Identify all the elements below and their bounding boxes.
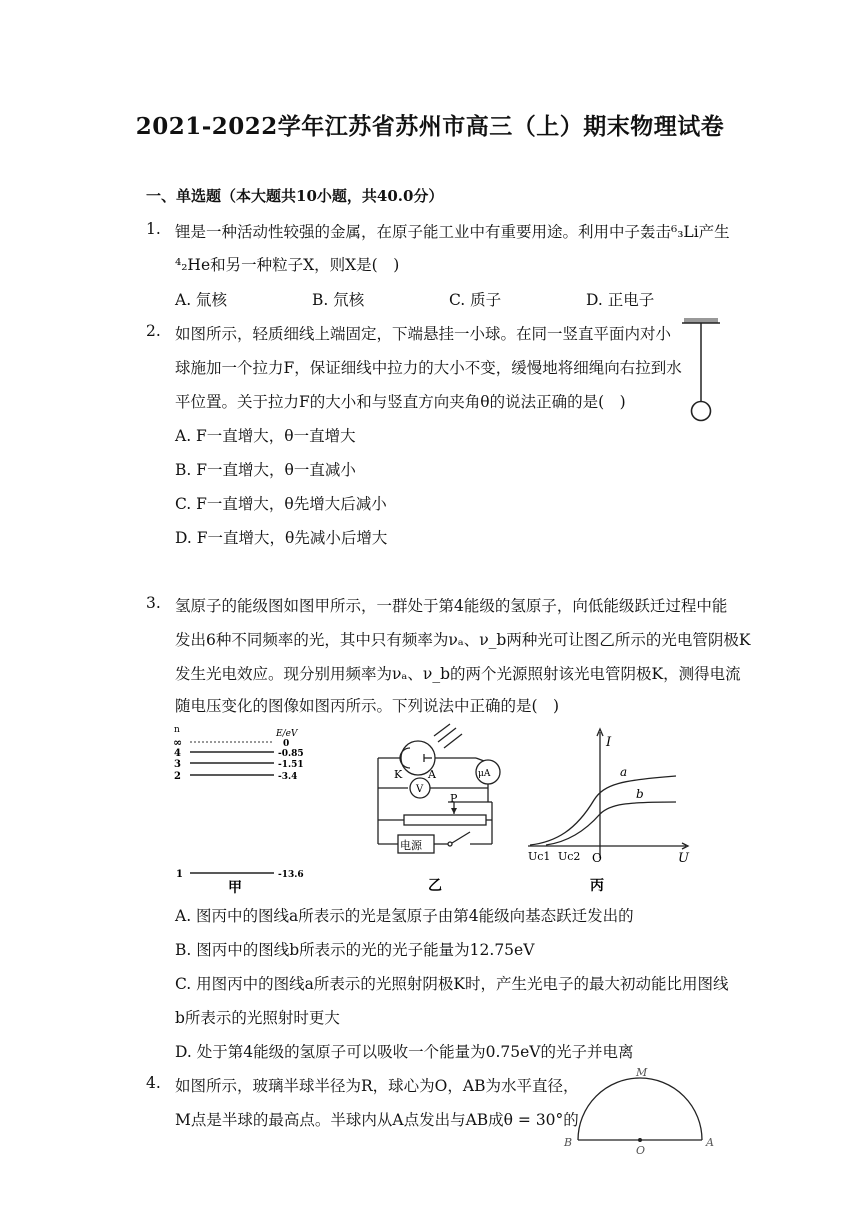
q3-text-line: 氢原子的能级图如图甲所示，一群处于第4能级的氢原子，向低能级跃迁过程中能 — [175, 597, 728, 615]
level-n-label: 4 — [174, 748, 181, 759]
level-energy-label: -3.4 — [278, 772, 298, 782]
q2-number: 2. — [146, 322, 161, 340]
figure-caption: 乙 — [428, 878, 442, 894]
uc2-label: Uc2 — [558, 850, 581, 863]
light-ray — [444, 734, 462, 748]
curve-b — [546, 802, 676, 845]
energy-axis-label: E/eV — [276, 729, 298, 739]
level-n-label: 3 — [174, 759, 181, 770]
anode-label: A — [428, 768, 436, 781]
curve-b-label: b — [636, 787, 644, 801]
iu-curve-figure — [526, 722, 696, 894]
q1-option-c[interactable]: C. 质子 — [449, 291, 502, 309]
q1-text-line: 锂是一种活动性较强的金属，在原子能工业中有重要用途。利用中子轰击⁶₃Li产生 — [175, 223, 730, 241]
q1-text-line: ⁴₂He和另一种粒子X，则X是( ) — [175, 256, 400, 274]
rheostat — [404, 815, 486, 825]
light-ray — [438, 728, 456, 742]
q2-option-a[interactable]: A. F一直增大，θ一直增大 — [175, 427, 356, 445]
q3-text-line: 随电压变化的图像如图丙所示。下列说法中正确的是( ) — [175, 697, 560, 715]
q4-text-line: M点是半球的最高点。半球内从A点发出与AB成θ = 30°的 — [175, 1111, 579, 1129]
section-heading: 一、单选题（本大题共10小题，共40.0分） — [146, 187, 444, 205]
point-a-label: A — [706, 1136, 714, 1149]
voltmeter-label: V — [416, 784, 424, 795]
figure-caption: 甲 — [228, 880, 242, 894]
q3-number: 3. — [146, 594, 161, 612]
q3-text-line: 发出6种不同频率的光，其中只有频率为νₐ、ν_b两种光可让图乙所示的光电管阴极K — [175, 631, 751, 649]
page-title: 2021-2022学年江苏省苏州市高三（上）期末物理试卷 — [135, 113, 725, 140]
q1-option-a[interactable]: A. 氚核 — [175, 291, 228, 309]
pendulum-figure — [678, 314, 724, 426]
q2-option-d[interactable]: D. F一直增大，θ先减小后增大 — [175, 529, 388, 547]
level-energy-label: -0.85 — [278, 749, 304, 759]
q2-text-line: 如图所示，轻质细线上端固定，下端悬挂一小球。在同一竖直平面内对小 — [175, 325, 672, 343]
u-axis-label: U — [678, 851, 689, 866]
level-n-label: 2 — [174, 771, 181, 782]
q3-option-b[interactable]: B. 图丙中的图线b所表示的光的光子能量为12.75eV — [175, 941, 535, 959]
level-n-label: 1 — [176, 869, 183, 880]
i-axis-label: I — [606, 735, 612, 750]
q1-number: 1. — [146, 220, 161, 238]
q2-text-line: 球施加一个拉力F，保证细线中拉力的大小不变，缓慢地将细绳向右拉到水 — [175, 359, 682, 377]
q2-text-line: 平位置。关于拉力F的大小和与竖直方向夹角θ的说法正确的是( ) — [175, 393, 626, 411]
q3-option-c-continued: b所表示的光照射时更大 — [175, 1009, 340, 1027]
q2-option-b[interactable]: B. F一直增大，θ一直减小 — [175, 461, 356, 479]
level-energy-label: -13.6 — [278, 870, 304, 880]
switch — [452, 832, 470, 843]
level-n-label: ∞ — [173, 736, 183, 749]
point-o-label: O — [636, 1144, 646, 1156]
hemisphere-figure — [560, 1066, 720, 1156]
pendulum-ball — [692, 402, 711, 421]
q1-option-d[interactable]: D. 正电子 — [586, 291, 655, 309]
hemisphere-arc — [578, 1078, 702, 1140]
q3-option-a[interactable]: A. 图丙中的图线a所表示的光是氢原子由第4能级向基态跃迁发出的 — [175, 907, 634, 925]
q4-text-line: 如图所示，玻璃半球半径为R，球心为O，AB为水平直径， — [175, 1077, 579, 1095]
q1-option-b[interactable]: B. 氘核 — [312, 291, 365, 309]
energy-level-figure — [168, 722, 308, 894]
phototube-circuit-figure — [372, 722, 502, 894]
microammeter-label: μA — [478, 769, 491, 779]
center-point — [638, 1138, 642, 1142]
source-label: 电源 — [400, 839, 422, 852]
point-b-label: B — [564, 1136, 573, 1149]
curve-a-label: a — [620, 765, 628, 779]
q3-option-c[interactable]: C. 用图丙中的图线a所表示的光照射阴极K时，产生光电子的最大初动能比用图线 — [175, 975, 729, 993]
level-energy-label: 0 — [283, 739, 290, 749]
cathode-label: K — [394, 768, 403, 781]
q2-option-c[interactable]: C. F一直增大，θ先增大后减小 — [175, 495, 387, 513]
figure-caption: 丙 — [590, 878, 604, 894]
origin-label: O — [592, 851, 602, 865]
n-axis-label: n — [174, 725, 180, 735]
q3-option-d[interactable]: D. 处于第4能级的氢原子可以吸收一个能量为0.75eV的光子并电离 — [175, 1043, 634, 1061]
level-energy-label: -1.51 — [278, 760, 304, 770]
q4-number: 4. — [146, 1074, 161, 1092]
curve-a — [530, 776, 676, 845]
uc1-label: Uc1 — [528, 850, 551, 863]
point-m-label: M — [636, 1066, 648, 1079]
slider-label: P — [450, 792, 458, 805]
q3-text-line: 发生光电效应。现分别用频率为νₐ、ν_b的两个光源照射该光电管阴极K，测得电流 — [175, 665, 741, 683]
